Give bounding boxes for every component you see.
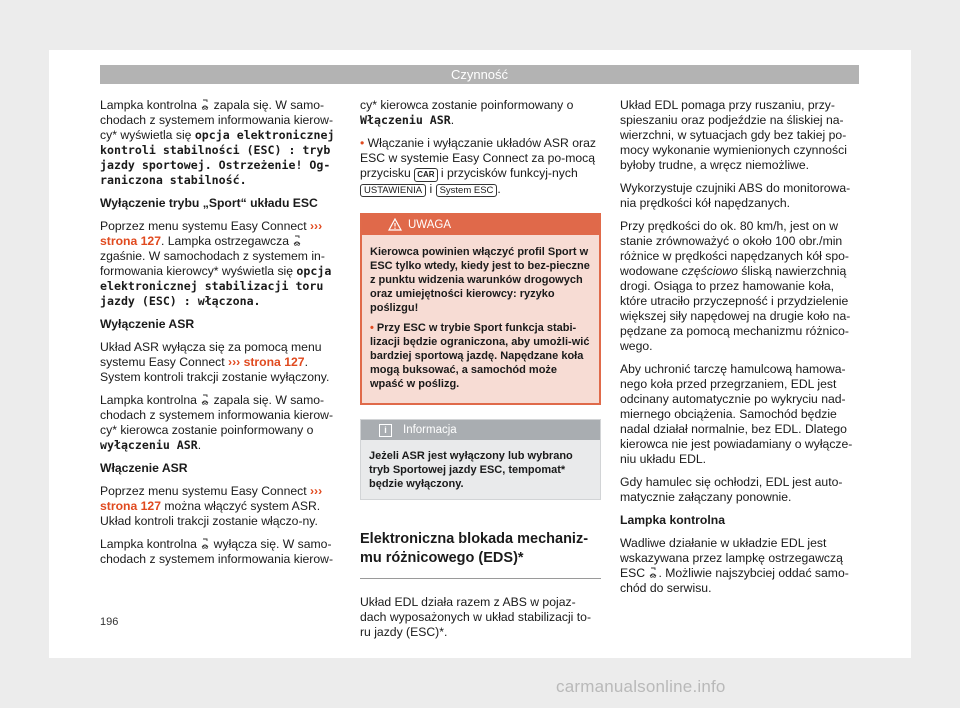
bullet-icon: • (370, 322, 374, 334)
esc-warning-lamp-icon (293, 235, 301, 246)
warning-triangle-icon (388, 218, 402, 231)
esc-warning-lamp-icon (201, 99, 209, 110)
section-header: Czynność (100, 65, 859, 84)
warning-body: Kierowca powinien włączyć profil Sport w ESC tylko wtedy, kiedy jest to bez-pieczne z punktu widzenia warunków drogowych oraz umiejętności kierowcy: ryzyko poślizgu! • Przy ESC w trybie Sport funkcja stabi-lizacji będzie ograniczona, aby umożli-wić bardziej sportową jazdę. Napędzane koła mogą buksować, a samochód może wpaść w poślizg. (370, 246, 590, 390)
bullet-icon: • (360, 136, 365, 150)
column-middle (360, 98, 601, 648)
function-key-esc: System ESC (436, 184, 498, 197)
paragraph: Przy prędkości do ok. 80 km/h, jest on w stanie zrównoważyć o około 100 obr./min różnice w prędkości napędzanych kół spo-wodowane częściowo śliską nawierzchnią drogi. Osiąga to przez hamowanie koła, które utraciło przyczepność i przydzielenie większej siły napędowej na drugie koło na-pędzane za pomocą mechanizmu różnico-wego. (620, 219, 851, 353)
paragraph: Lampka kontrolna zapala się. W samo-chodach z systemem informowania kierow-cy* kierowca zostanie poinformowany o wyłączeniu ASR. (100, 393, 334, 452)
subheading: Wyłączenie ASR (100, 317, 195, 331)
warning-title: UWAGA (408, 219, 452, 231)
paragraph: Układ EDL działa razem z ABS w pojaz-dach wyposażonych w układ stabilizacji to-ru jazdy (ESC)*. (360, 595, 591, 639)
page-reference-link[interactable]: ››› strona 127 (228, 355, 305, 369)
paragraph: Lampka kontrolna zapala się. W samo-chodach z systemem informowania kierow-cy* wyświetla się opcja elektronicznej kontroli stabilności (ESC) : tryb jazdy sportowej. Ostrzeżenie! Og-raniczona stabilność. (100, 98, 335, 187)
paragraph: Wadliwe działanie w układzie EDL jest wskazywana przez lampkę ostrzegawczą ESC . Możliwie najszybciej oddać samo-chód do serwisu. (620, 536, 849, 595)
paragraph: Poprzez menu systemu Easy Connect ››› strona 127 można włączyć system ASR. Układ kontroli trakcji zostanie włączo-ny. (100, 484, 323, 528)
subheading: Lampka kontrolna (620, 513, 725, 527)
column-left (100, 98, 346, 575)
paragraph: Układ EDL pomaga przy ruszaniu, przy-spieszaniu oraz podjeździe na śliskiej na-wierzchni, w sytuacjach gdy bez takiej po-mocy wykonanie wymienionych czynności byłoby trudne, a wręcz niemożliwe. (620, 98, 847, 172)
paragraph: Poprzez menu systemu Easy Connect ››› strona 127. Lampka ostrzegawcza zgaśnie. W samochodach z systemem in-formowania kierowcy* wyświetla się opcja elektronicznej stabilizacji toru jazdy (ESC) : włączona. (100, 219, 332, 308)
subheading: Wyłączenie trybu „Sport“ układu ESC (100, 196, 318, 210)
section-title: Elektroniczna blokada mechaniz-mu różnicowego (EDS)* (360, 530, 601, 579)
esc-warning-lamp-icon (201, 394, 209, 405)
warning-box (360, 213, 601, 405)
warning-header (362, 215, 599, 235)
info-body: Jeżeli ASR jest wyłączony lub wybrano tryb Sportowej jazdy ESC, tempomat* będzie wyłączony. (369, 450, 573, 490)
paragraph: Układ ASR wyłącza się za pomocą menu systemu Easy Connect ››› strona 127. System kontroli trakcji zostanie wyłączony. (100, 340, 330, 384)
paragraph: cy* kierowca zostanie poinformowany o Włączeniu ASR. (360, 98, 574, 127)
page-number: 196 (100, 616, 119, 628)
watermark: carmanualsonline.info (556, 677, 726, 696)
column-right (620, 98, 861, 604)
bullet-paragraph: • Włączanie i wyłączanie układów ASR oraz ESC w systemie Easy Connect za po-mocą przycisku CAR i przycisków funkcyj-nych USTAWIENIA i System ESC . (360, 136, 596, 196)
esc-warning-lamp-icon (649, 567, 657, 578)
function-key-settings: USTAWIENIA (360, 184, 426, 197)
page-reference-link[interactable]: ››› strona 127 (100, 484, 323, 513)
info-header (361, 420, 600, 440)
paragraph: Wykorzystuje czujniki ABS do monitorowa-nia prędkości kół napędzanych. (620, 181, 851, 210)
esc-warning-lamp-icon (201, 538, 209, 549)
paragraph: Gdy hamulec się ochłodzi, EDL jest auto-matycznie załączany ponownie. (620, 475, 843, 504)
info-icon: i (379, 424, 392, 437)
car-key-icon: CAR (414, 168, 437, 182)
paragraph: Aby uchronić tarczę hamulcową hamowa-nego koła przed przegrzaniem, EDL jest odcinany automatycznie po wykryciu nad-miernego obciążenia. Samochód będzie nadal działał normalnie, bez EDL. Dlatego kierowca nie jest powiadamiany o wyłącze-niu układu EDL. (620, 362, 853, 466)
info-title: Informacja (403, 424, 457, 436)
subheading: Włączenie ASR (100, 461, 188, 475)
paragraph: Lampka kontrolna wyłącza się. W samo-chodach z systemem informowania kierow- (100, 537, 334, 566)
info-box (360, 419, 601, 500)
page-reference-link[interactable]: ››› strona 127 (100, 219, 323, 248)
